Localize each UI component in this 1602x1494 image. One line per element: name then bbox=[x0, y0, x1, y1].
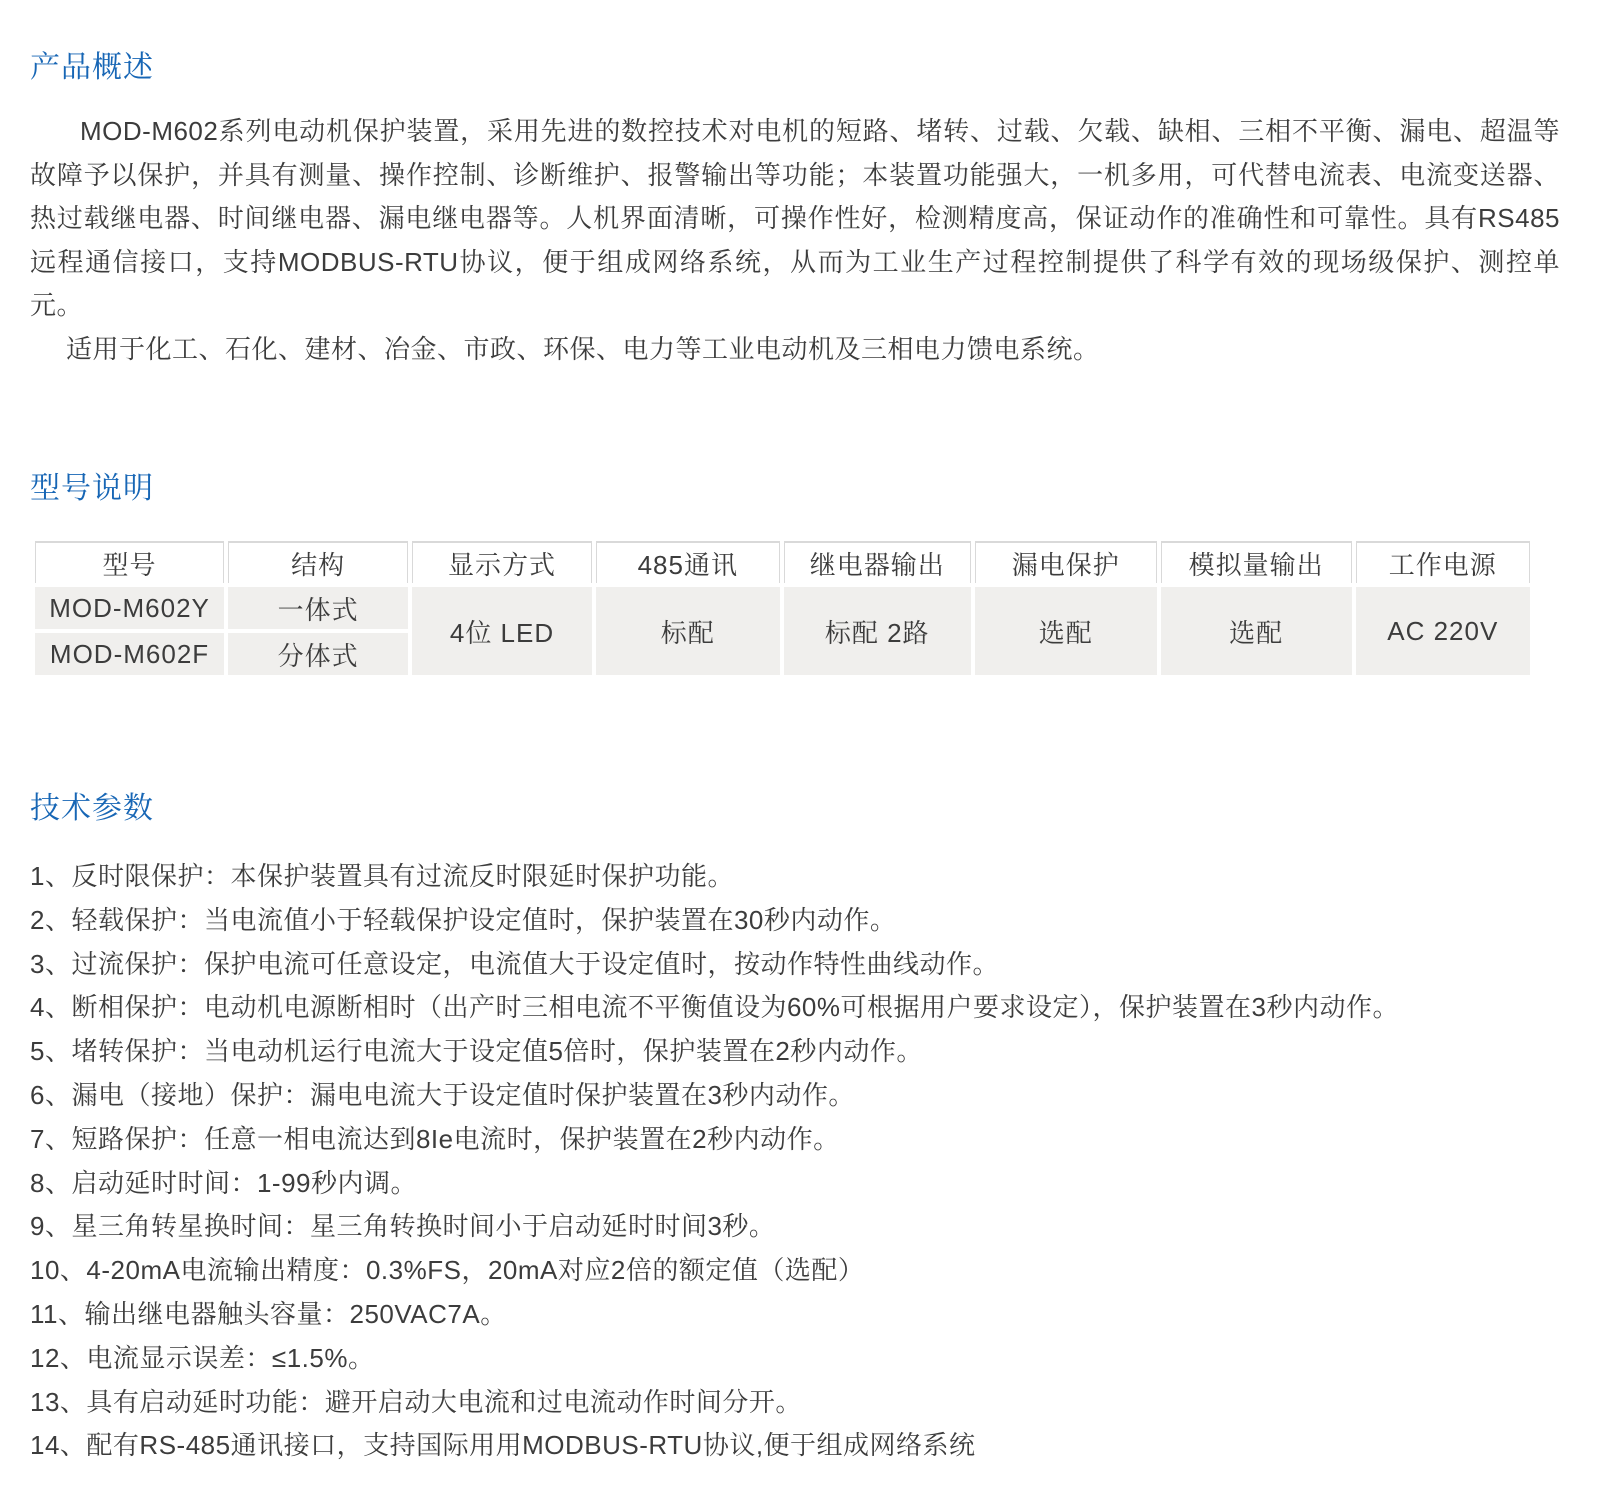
spec-item: 2、轻载保护：当电流值小于轻载保护设定值时，保护装置在30秒内动作。 bbox=[30, 904, 897, 935]
overview-paragraph-main: MOD-M602系列电动机保护装置，采用先进的数控技术对电机的短路、堵转、过载、欠载、缺相、三相不平衡、漏电、超温等故障予以保护，并具有测量、操作控制、诊断维护、报警输出等功能；本装置功能强大，一机多用，可代替电流表、电流变送器、热过载继电器、时间继电器、漏电继电器等。人机界面清晰，可操作性好，检测精度高，保证动作的准确性和可靠性。具有RS485远程通信接口，支持MODBUS-RTU协议，便于组成网络系统，从而为工业生产过程控制提供了科学有效的现场级保护、测控单元。 bbox=[30, 116, 1560, 320]
table-cell-model-2: MOD-M602F bbox=[35, 633, 224, 675]
table-header-leakage: 漏电保护 bbox=[975, 541, 1157, 583]
spec-item: 10、4-20mA电流输出精度：0.3%FS，20mA对应2倍的额定值（选配） bbox=[30, 1255, 865, 1286]
overview-paragraph-applications: 适用于化工、石化、建材、冶金、市政、环保、电力等工业电动机及三相电力馈电系统。 bbox=[66, 333, 1100, 364]
table-cell-structure-2: 分体式 bbox=[228, 633, 408, 675]
table-header-display: 显示方式 bbox=[412, 541, 592, 583]
table-cell-485: 标配 bbox=[596, 587, 780, 675]
section-heading-specs: 技术参数 bbox=[30, 792, 154, 825]
table-header-model: 型号 bbox=[35, 541, 224, 583]
spec-item: 9、星三角转星换时间：星三角转换时间小于启动延时时间3秒。 bbox=[30, 1211, 776, 1242]
spec-item: 4、断相保护：电动机电源断相时（出产时三相电流不平衡值设为60%可根据用户要求设定），保护装置在3秒内动作。 bbox=[30, 992, 1399, 1023]
spec-item: 8、启动延时时间：1-99秒内调。 bbox=[30, 1167, 417, 1198]
spec-item: 13、具有启动延时功能：避开启动大电流和过电流动作时间分开。 bbox=[30, 1386, 802, 1417]
spec-item: 11、输出继电器触头容量：250VAC7A。 bbox=[30, 1298, 507, 1329]
spec-item: 7、短路保护：任意一相电流达到8Ie电流时，保护装置在2秒内动作。 bbox=[30, 1123, 840, 1154]
section-heading-model: 型号说明 bbox=[30, 472, 154, 505]
table-header-485: 485通讯 bbox=[596, 541, 780, 583]
spec-item: 12、电流显示误差：≤1.5%。 bbox=[30, 1342, 375, 1373]
table-cell-analog: 选配 bbox=[1161, 587, 1352, 675]
spec-item: 1、反时限保护：本保护装置具有过流反时限延时保护功能。 bbox=[30, 861, 734, 891]
table-cell-leakage: 选配 bbox=[975, 587, 1157, 675]
spec-list bbox=[30, 855, 1560, 1468]
table-cell-model-1: MOD-M602Y bbox=[35, 587, 224, 629]
table-header-structure: 结构 bbox=[228, 541, 408, 583]
table-cell-display: 4位 LED bbox=[412, 587, 592, 675]
spec-item: 3、过流保护：保护电流可任意设定，电流值大于设定值时，按动作特性曲线动作。 bbox=[30, 948, 999, 979]
section-heading-overview: 产品概述 bbox=[30, 51, 154, 84]
table-cell-power: AC 220V bbox=[1356, 587, 1530, 675]
spec-item: 6、漏电（接地）保护：漏电电流大于设定值时保护装置在3秒内动作。 bbox=[30, 1079, 855, 1110]
table-header-analog: 模拟量输出 bbox=[1161, 541, 1352, 583]
table-header-relay: 继电器输出 bbox=[784, 541, 971, 583]
model-spec-table bbox=[35, 541, 1530, 675]
spec-item: 14、配有RS-485通讯接口，支持国际用用MODBUS-RTU协议,便于组成网络系统 bbox=[30, 1430, 976, 1461]
spec-item: 5、堵转保护：当电动机运行电流大于设定值5倍时，保护装置在2秒内动作。 bbox=[30, 1036, 923, 1067]
table-header-power: 工作电源 bbox=[1356, 541, 1530, 583]
table-cell-structure-1: 一体式 bbox=[228, 587, 408, 629]
table-cell-relay: 标配 2路 bbox=[784, 587, 971, 675]
